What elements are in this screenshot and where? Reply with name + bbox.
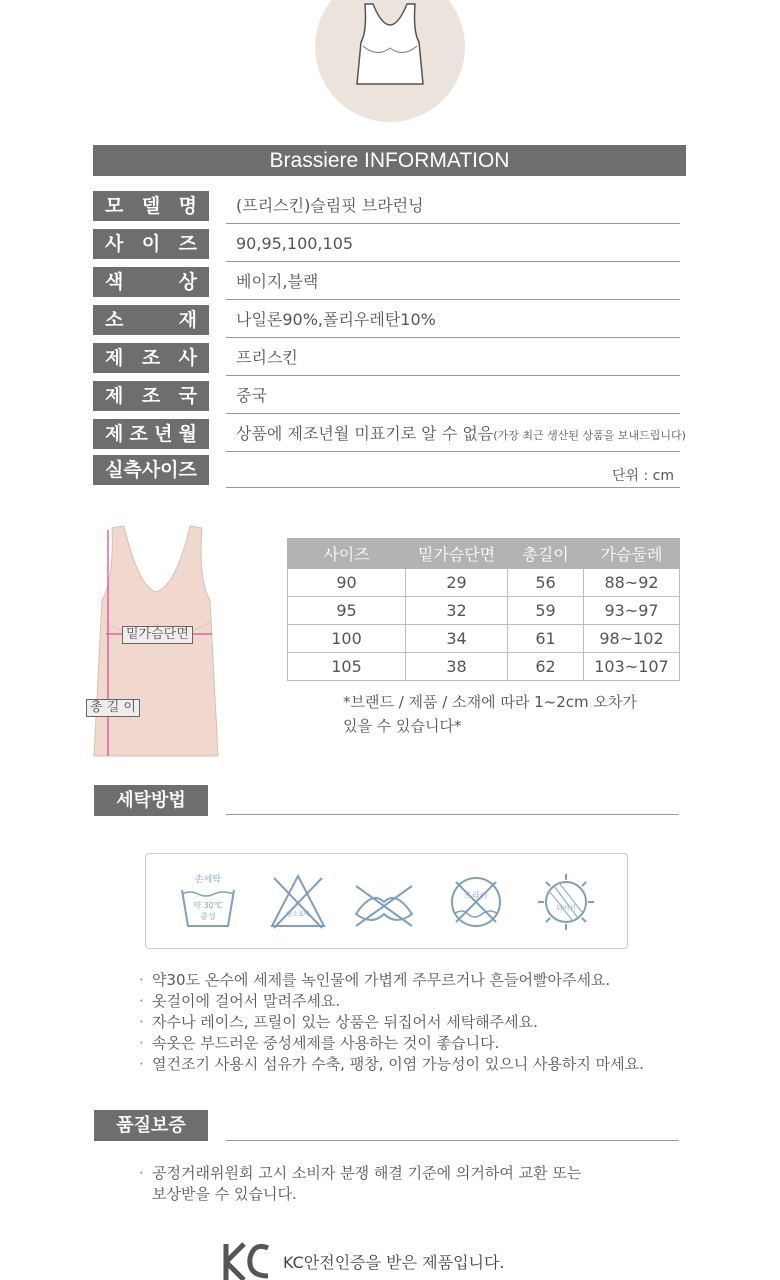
table-cell: 59 — [508, 597, 584, 625]
size-table-header-cell: 밑가슴단면 — [406, 539, 508, 569]
spec-label-char: 즈 — [178, 233, 197, 255]
spec-label — [93, 305, 209, 335]
care-symbols-box — [145, 853, 628, 949]
spec-value-text: 중국 — [236, 386, 267, 405]
spec-label — [93, 191, 209, 221]
unit-label: 단위 : cm — [611, 468, 674, 484]
spec-label — [93, 381, 209, 411]
spec-row — [93, 381, 680, 414]
kc-certification-text: KC안전인증을 받은 제품입니다. — [283, 1253, 505, 1272]
table-cell: 88~92 — [584, 569, 680, 597]
spec-label-char: 제 — [105, 347, 124, 369]
spec-label-char: 조 — [141, 347, 161, 369]
dry-flat-text: 뉘어서 — [555, 904, 577, 912]
spec-value — [226, 455, 680, 488]
no-dry-clean-text: 드라이 — [464, 891, 488, 900]
spec-label — [93, 419, 209, 449]
spec-value-text: 프리스킨 — [236, 348, 298, 367]
spec-value — [226, 381, 680, 414]
spec-row — [93, 455, 680, 488]
hand-wash-top-text: 손세탁 — [194, 875, 222, 885]
spec-label-char: 조 — [141, 385, 161, 407]
spec-label — [93, 455, 209, 485]
hand-wash-detergent-text: 중성 — [200, 912, 216, 921]
quality-notice — [137, 1163, 581, 1205]
spec-label-char: 모 — [105, 195, 124, 217]
no-bleach-icon — [266, 870, 330, 934]
spec-row — [93, 229, 680, 262]
spec-value — [226, 419, 686, 452]
size-table-header-cell: 사이즈 — [288, 539, 406, 569]
no-bleach-text: 염소표백 — [286, 911, 310, 918]
spec-value — [226, 267, 680, 300]
spec-value — [226, 305, 680, 338]
spec-value — [226, 343, 680, 376]
spec-value-text: 상품에 제조년월 미표기로 알 수 없음 — [236, 424, 494, 443]
spec-label-char: 소 — [105, 309, 124, 331]
spec-label-char: 이 — [141, 233, 161, 255]
info-banner: Brassiere INFORMATION — [93, 145, 686, 176]
size-note-line2: 있을 수 있습니다* — [343, 717, 462, 735]
size-table-body — [288, 569, 680, 681]
spec-value — [226, 229, 680, 262]
spec-label — [93, 343, 209, 373]
care-instruction: · 자수나 레이스, 프릴이 있는 상품은 뒤집어서 세탁해주세요. — [137, 1012, 644, 1033]
hand-wash-icon — [176, 870, 240, 934]
spec-value-text: 나일론90%,폴리우레탄10% — [236, 310, 436, 329]
size-note-line1: *브랜드 / 제품 / 소재에 따라 1~2cm 오차가 — [343, 693, 637, 711]
spec-row — [93, 267, 680, 300]
spec-row — [93, 191, 680, 224]
spec-value-text: 90,95,100,105 — [236, 234, 354, 253]
garment-diagram — [88, 520, 238, 760]
quality-line2: 보상받을 수 있습니다. — [152, 1185, 297, 1203]
quality-line1: 공정거래위원회 고시 소비자 분쟁 해결 기준에 의거하여 교환 또는 — [152, 1164, 582, 1182]
care-instructions — [137, 970, 644, 1075]
table-cell: 98~102 — [584, 625, 680, 653]
spec-label-char: 명 — [178, 195, 197, 217]
quality-section-rule — [226, 1140, 679, 1141]
care-instruction: · 약30도 온수에 세제를 녹인물에 가볍게 주무르거나 흔들어빨아주세요. — [137, 970, 644, 991]
spec-label-char: 사 — [105, 233, 124, 255]
spec-label-char: 제 — [105, 385, 124, 407]
size-note — [343, 690, 663, 738]
size-table — [287, 538, 680, 681]
spec-row — [93, 343, 680, 376]
spec-label-char: 실측사이즈 — [105, 459, 197, 481]
table-cell: 90 — [288, 569, 406, 597]
spec-label-char: 년 — [154, 423, 173, 445]
spec-label-char: 국 — [178, 385, 197, 407]
table-row — [288, 569, 680, 597]
quality-notice-text — [137, 1163, 581, 1205]
spec-label-char: 조 — [129, 423, 148, 445]
no-iron-icon — [352, 870, 416, 934]
spec-label-char: 월 — [178, 423, 197, 445]
table-row — [288, 653, 680, 681]
table-cell: 100 — [288, 625, 406, 653]
spec-label — [93, 229, 209, 259]
table-cell: 32 — [406, 597, 508, 625]
spec-row — [93, 419, 686, 452]
product-thumbnail — [315, 0, 465, 122]
care-section-rule — [226, 814, 679, 815]
table-cell: 103~107 — [584, 653, 680, 681]
spec-label-char: 재 — [178, 309, 197, 331]
spec-row — [93, 305, 680, 338]
quality-section-title: 품질보증 — [94, 1110, 208, 1141]
table-cell: 93~97 — [584, 597, 680, 625]
table-row — [288, 625, 680, 653]
care-instruction: · 속옷은 부드러운 중성세제를 사용하는 것이 좋습니다. — [137, 1033, 644, 1054]
tank-top-outline-icon — [353, 2, 427, 86]
table-cell: 105 — [288, 653, 406, 681]
kc-certification-icon — [222, 1240, 272, 1280]
chest-width-tag: 밑가슴단면 — [122, 626, 193, 644]
table-cell: 29 — [406, 569, 508, 597]
no-dry-clean-icon — [444, 870, 508, 934]
spec-label-char: 제 — [105, 423, 124, 445]
table-cell: 61 — [508, 625, 584, 653]
care-instruction: · 열건조기 사용시 섬유가 수축, 팽창, 이염 가능성이 있으니 사용하지 마세요. — [137, 1054, 644, 1075]
table-cell: 95 — [288, 597, 406, 625]
size-table-header — [288, 539, 680, 569]
care-section-title: 세탁방법 — [94, 785, 208, 816]
size-table-header-cell: 총길이 — [508, 539, 584, 569]
table-cell: 56 — [508, 569, 584, 597]
spec-value-text: 베이지,블랙 — [236, 272, 319, 291]
spec-value-note: (가장 최근 생산된 상품을 보내드립니다) — [493, 429, 686, 442]
spec-label-char: 델 — [141, 195, 161, 217]
care-instruction: · 옷걸이에 걸어서 말려주세요. — [137, 991, 644, 1012]
spec-value — [226, 191, 680, 224]
spec-label-char: 색 — [105, 271, 124, 293]
size-table-header-cell: 가슴둘레 — [584, 539, 680, 569]
table-cell: 62 — [508, 653, 584, 681]
table-row — [288, 597, 680, 625]
spec-label-char: 사 — [178, 347, 197, 369]
spec-label-char: 상 — [178, 271, 197, 293]
table-cell: 38 — [406, 653, 508, 681]
table-cell: 34 — [406, 625, 508, 653]
hand-wash-temp-text: 약 30℃ — [193, 901, 223, 910]
spec-value-text: (프리스킨)슬림핏 브라런닝 — [236, 196, 424, 215]
spec-label — [93, 267, 209, 297]
total-length-tag: 총 길 이 — [86, 699, 140, 717]
dry-flat-shade-icon — [534, 870, 598, 934]
